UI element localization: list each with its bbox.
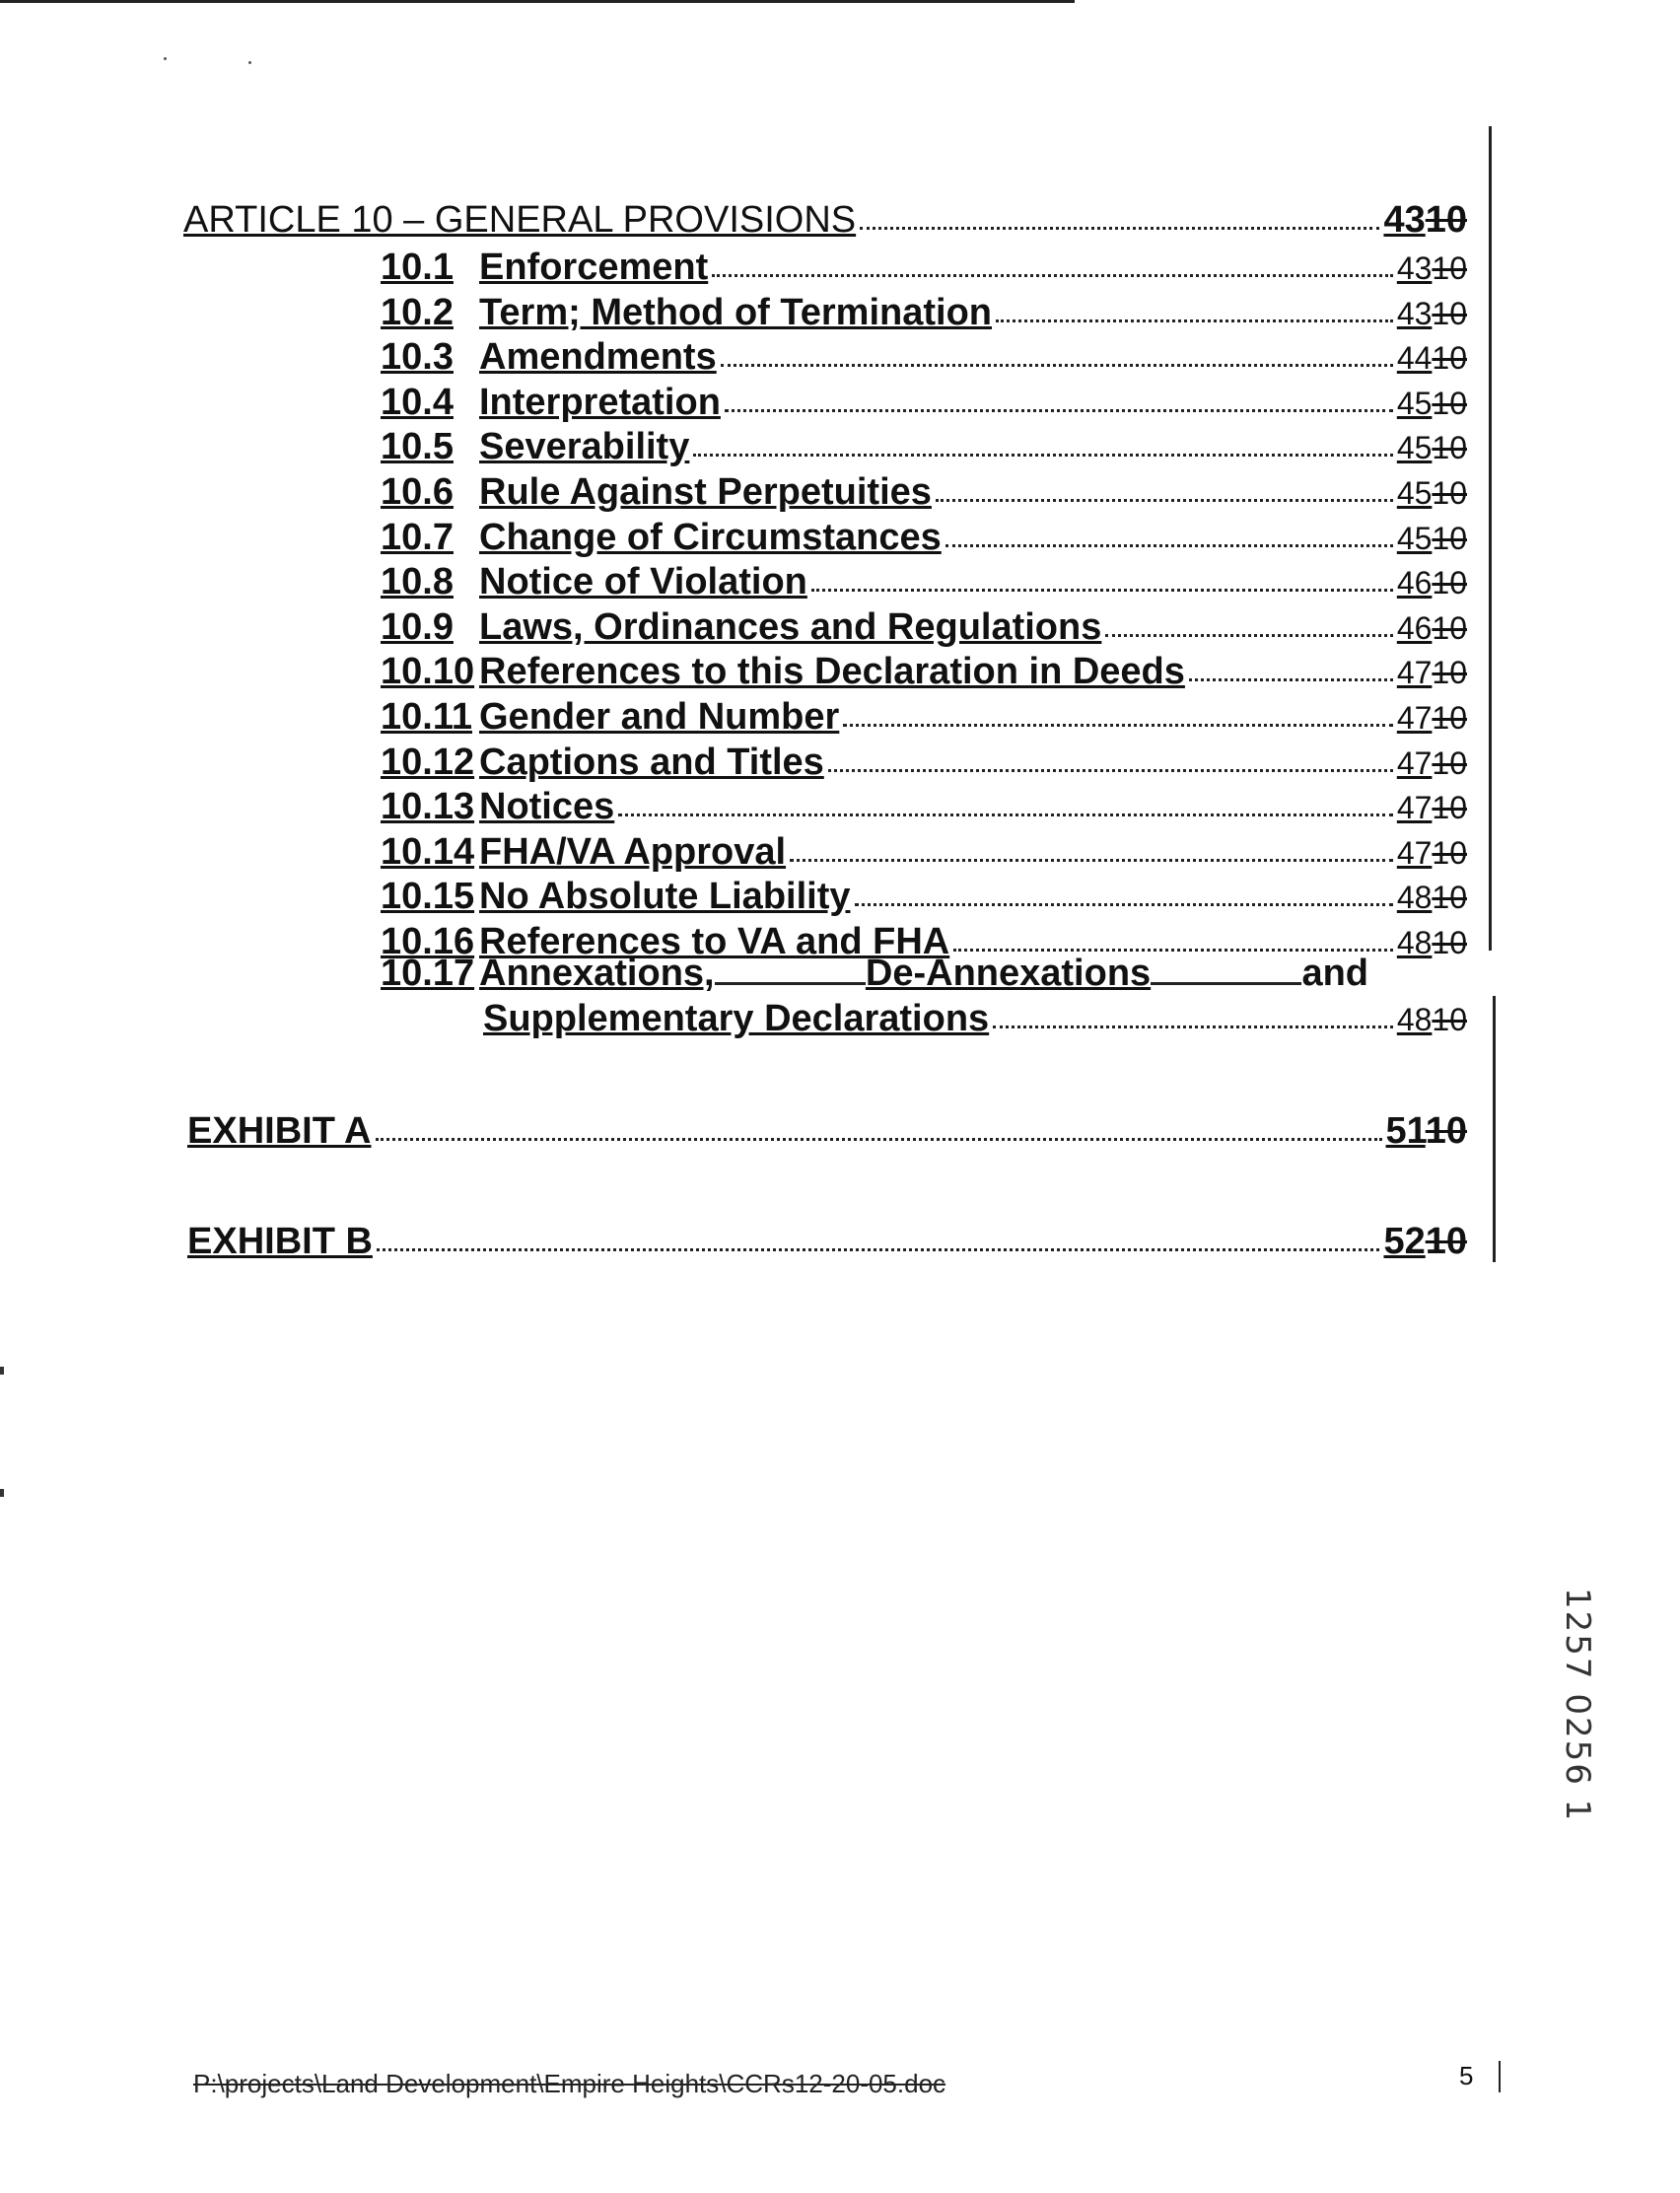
toc-page-ref [1397, 1002, 1467, 1038]
toc-section-number: 10.17 [381, 953, 475, 994]
toc-page-ref [1397, 250, 1467, 287]
page-number-new: 43 [1396, 250, 1433, 286]
toc-page-ref [1397, 880, 1467, 916]
dot-leader [725, 403, 1393, 412]
toc-section-row[interactable] [381, 336, 1467, 379]
toc-section-row[interactable] [381, 292, 1467, 334]
toc-section-title: Gender and Number [479, 696, 840, 738]
page-number-new: 46 [1396, 610, 1433, 646]
dot-leader [945, 538, 1393, 547]
toc-section-number: 10.3 [381, 336, 454, 378]
page-number-old: 10 [1432, 296, 1467, 331]
dot-leader [811, 583, 1393, 592]
page-number-new: 48 [1396, 1002, 1433, 1037]
toc-section-title-part: De-Annexations [865, 953, 1152, 994]
change-bar [1489, 126, 1492, 951]
scan-speck [248, 61, 251, 64]
page-number-old: 10 [1432, 386, 1467, 421]
toc-exhibit-a-row[interactable] [187, 1110, 1467, 1153]
document-id-stamp: 1257 0256 1 [1558, 1588, 1597, 1823]
toc-section-title: Laws, Ordinances and Regulations [479, 606, 1102, 648]
toc-section-row[interactable] [381, 831, 1467, 874]
toc-page-ref [1397, 475, 1467, 512]
change-bar [1493, 996, 1496, 1262]
page-number-new: 45 [1396, 430, 1433, 465]
page-number-old: 10 [1432, 340, 1467, 376]
toc-exhibit-title: EXHIBIT A [187, 1110, 372, 1152]
toc-section-number: 10.4 [381, 382, 454, 423]
page-number-old: 10 [1432, 521, 1467, 556]
page-number-new: 44 [1396, 340, 1433, 376]
page-number-old: 10 [1432, 1002, 1467, 1037]
toc-article-title: ARTICLE 10 – GENERAL PROVISIONS [183, 199, 857, 241]
toc-section-row[interactable] [381, 247, 1467, 289]
toc-section-title: Supplementary Declarations [483, 998, 990, 1039]
page-number-new: 52 [1383, 1221, 1426, 1262]
toc-section-number: 10.12 [381, 742, 475, 783]
title-underline-gap [715, 978, 866, 985]
page-number-new: 45 [1396, 521, 1433, 556]
toc-section-row[interactable] [381, 561, 1467, 603]
toc-section-row[interactable] [381, 876, 1467, 918]
toc-section-17-line1[interactable] [381, 953, 1368, 995]
toc-section-row[interactable] [381, 426, 1467, 468]
page-number-new: 45 [1396, 386, 1433, 421]
page-number-old: 10 [1432, 250, 1467, 286]
dot-leader [953, 943, 1393, 952]
toc-section-number: 10.9 [381, 606, 454, 648]
toc-section-row[interactable] [381, 382, 1467, 424]
toc-page-ref [1397, 835, 1467, 872]
toc-section-number: 10.15 [381, 876, 475, 917]
page-number-new: 47 [1396, 790, 1433, 825]
toc-section-17-line2[interactable] [483, 998, 1467, 1040]
toc-section-title: Interpretation [479, 382, 721, 423]
dot-leader [855, 897, 1393, 906]
dot-leader [618, 808, 1393, 816]
toc-page-ref [1397, 700, 1467, 737]
page-number-old: 10 [1425, 1110, 1467, 1152]
toc-section-title-part: and [1301, 953, 1369, 994]
page-number-new: 51 [1385, 1110, 1426, 1152]
toc-section-title: References to this Declaration in Deeds [479, 651, 1185, 692]
toc-page-ref [1383, 1221, 1467, 1263]
page-number-old: 10 [1432, 700, 1467, 736]
toc-section-title-part: Annexations, [479, 953, 715, 994]
scan-speck [164, 57, 167, 60]
dot-leader [376, 1132, 1382, 1141]
page-number-new: 48 [1396, 925, 1433, 960]
toc-section-title: Amendments [479, 336, 717, 378]
page-number-new: 43 [1383, 199, 1426, 241]
page-number-new: 43 [1396, 296, 1433, 331]
toc-page-ref [1397, 386, 1467, 422]
page-number-old: 10 [1432, 835, 1467, 871]
toc-section-number: 10.8 [381, 561, 454, 602]
toc-page-ref [1383, 199, 1467, 242]
toc-page-ref [1397, 565, 1467, 601]
dot-leader [993, 1020, 1393, 1028]
page-number-new: 47 [1396, 835, 1433, 871]
dot-leader [721, 358, 1393, 367]
toc-section-row[interactable] [381, 606, 1467, 649]
toc-section-number: 10.5 [381, 426, 454, 467]
toc-page-ref [1397, 655, 1467, 691]
dot-leader [1105, 628, 1392, 637]
toc-section-number: 10.16 [381, 921, 475, 962]
dot-leader [996, 314, 1393, 322]
page-number-old: 10 [1432, 430, 1467, 465]
scan-edge-mark [0, 1489, 4, 1497]
toc-exhibit-b-row[interactable] [187, 1221, 1467, 1263]
toc-section-title: References to VA and FHA [479, 921, 950, 962]
dot-leader [936, 493, 1393, 502]
page-number-old: 10 [1432, 610, 1467, 646]
toc-section-number: 10.2 [381, 292, 454, 333]
toc-section-title: Change of Circumstances [479, 517, 942, 558]
toc-section-title: Enforcement [479, 247, 709, 288]
page-number-new: 47 [1396, 655, 1433, 690]
toc-page-ref [1397, 340, 1467, 377]
page-number-old: 10 [1432, 745, 1467, 781]
toc-page-ref [1397, 790, 1467, 826]
toc-section-number: 10.14 [381, 831, 475, 873]
page-number-old: 10 [1432, 655, 1467, 690]
toc-section-title: FHA/VA Approval [479, 831, 787, 873]
toc-section-title: Captions and Titles [479, 742, 824, 783]
footer-file-path: P:\projects\Land Development\Empire Heights\CCRs12-20-05.doc [193, 2069, 946, 2098]
footer-page-number: 5 [1459, 2061, 1474, 2090]
toc-section-title: Notice of Violation [479, 561, 807, 602]
toc-section-number: 10.6 [381, 471, 454, 513]
page-number-old: 10 [1432, 880, 1467, 915]
toc-section-title: Severability [479, 426, 690, 467]
toc-section-number: 10.1 [381, 247, 454, 288]
page-number-new: 47 [1396, 745, 1433, 781]
toc-article-row[interactable] [183, 199, 1467, 242]
toc-section-row[interactable] [381, 742, 1467, 784]
toc-section-number: 10.7 [381, 517, 454, 558]
toc-page-ref [1386, 1110, 1467, 1153]
dot-leader [1189, 672, 1393, 681]
page-number-new: 46 [1396, 565, 1433, 601]
page-number-old: 10 [1432, 925, 1467, 960]
page-number-new: 45 [1396, 475, 1433, 511]
page-number-old: 10 [1432, 790, 1467, 825]
toc-page-ref [1397, 521, 1467, 557]
toc-section-row[interactable] [381, 517, 1467, 559]
page-number-new: 48 [1396, 880, 1433, 915]
page-number-old: 10 [1432, 475, 1467, 511]
dot-leader [843, 718, 1393, 727]
toc-exhibit-title: EXHIBIT B [187, 1221, 373, 1262]
toc-section-row[interactable] [381, 471, 1467, 514]
toc-page-ref [1397, 925, 1467, 961]
dot-leader [377, 1242, 1380, 1251]
toc-section-number: 10.10 [381, 651, 475, 692]
dot-leader [860, 221, 1379, 230]
toc-section-row[interactable] [381, 786, 1467, 828]
page-number-old: 10 [1425, 199, 1467, 241]
toc-section-row[interactable] [381, 651, 1467, 693]
toc-section-title: Term; Method of Termination [479, 292, 993, 333]
toc-section-title: Rule Against Perpetuities [479, 471, 932, 513]
toc-page-ref [1397, 430, 1467, 466]
toc-page-ref [1397, 610, 1467, 647]
page-number-old: 10 [1425, 1221, 1467, 1262]
page-number-new: 47 [1396, 700, 1433, 736]
scan-edge-mark [0, 1367, 4, 1375]
toc-page-ref [1397, 296, 1467, 332]
toc-section-row[interactable] [381, 696, 1467, 739]
change-bar [1499, 2061, 1501, 2092]
page-number-old: 10 [1432, 565, 1467, 601]
toc-page-ref [1397, 745, 1467, 782]
dot-leader [693, 448, 1392, 457]
title-underline-gap [1151, 978, 1301, 985]
toc-section-number: 10.13 [381, 786, 475, 827]
dot-leader [790, 853, 1393, 862]
toc-section-number: 10.11 [381, 696, 472, 738]
dot-leader [712, 268, 1393, 277]
toc-section-title: Notices [479, 786, 615, 827]
scan-top-edge [0, 0, 1075, 3]
toc-section-title: No Absolute Liability [479, 876, 851, 917]
dot-leader [828, 763, 1393, 772]
